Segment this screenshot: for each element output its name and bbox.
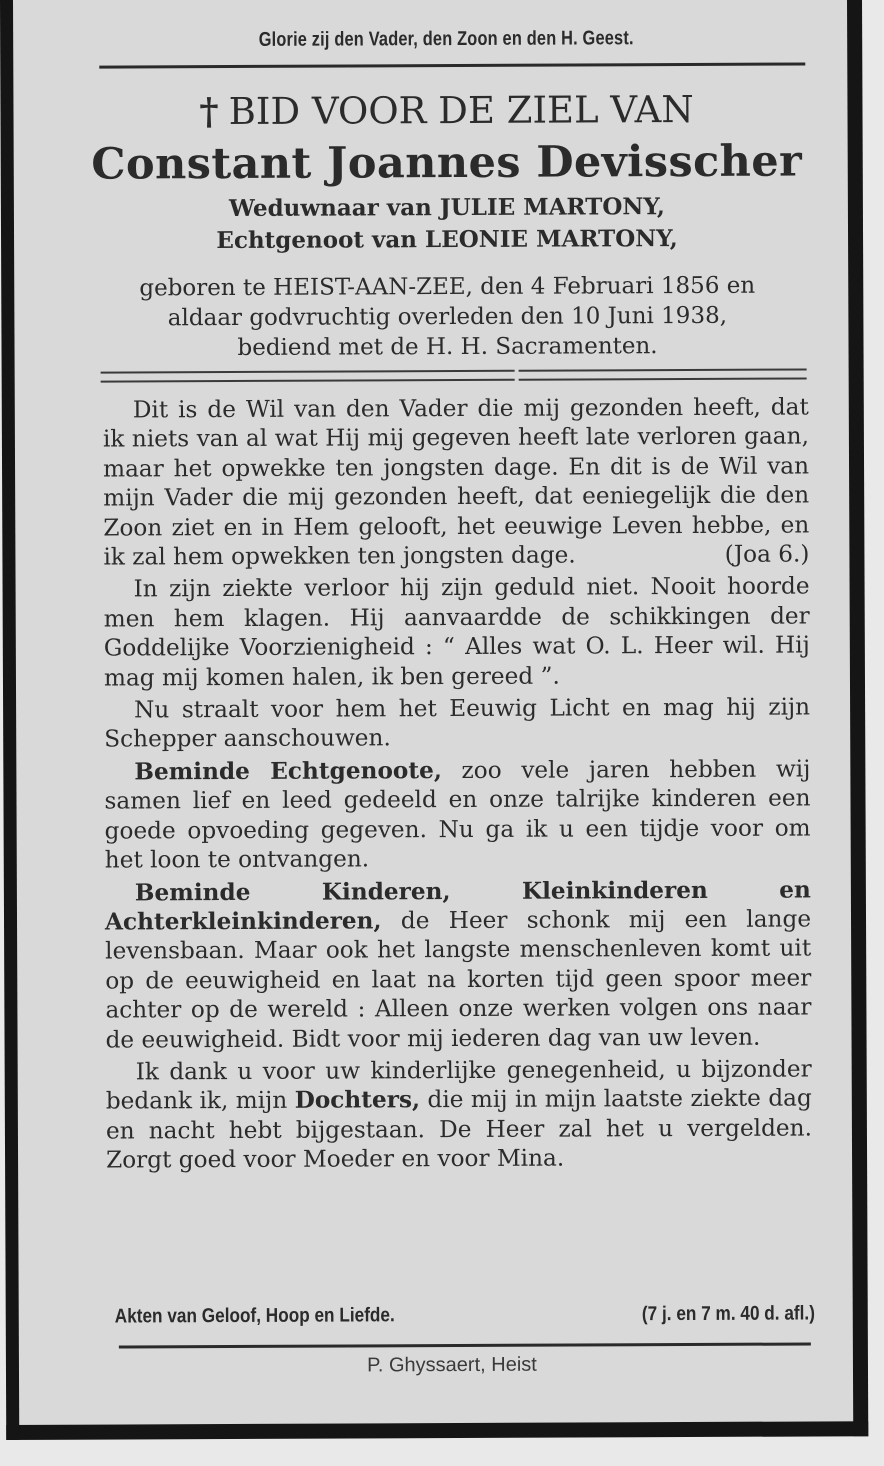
rule-segment bbox=[519, 368, 807, 371]
footer-rule bbox=[119, 1342, 811, 1348]
paragraph-text: de Heer schonk mij een lange levensbaan. Maar ook het langste menschenleven komt uit op de eeuwigheid en laat na korten tijd geen spoor meer achter op de wereld : Alleen onze werken volgen ons naar de eeuwigheid. Bidt voor mij iederen dag van uw leven. bbox=[105, 905, 812, 1054]
paragraph bbox=[104, 693, 810, 755]
citation: (Joa 6.) bbox=[724, 540, 810, 568]
paragraph-text: Nu straalt voor hem het Eeuwig Licht en mag hij zijn Schepper aanschouwen. bbox=[104, 693, 811, 754]
birth-death-info bbox=[86, 270, 808, 363]
info-line: bediend met de H. H. Sacramenten. bbox=[237, 333, 658, 361]
card-footer bbox=[114, 1302, 815, 1328]
paragraph-text: In zijn ziekte verloor hij zijn geduld niet. Nooit hoorde men hem klagen. Hij aanvaardde de schikkingen der Goddelijke Voorzienigheid : “ Alles wat O. L. Heer wil. Hij mag mij komen halen, ik ben gereed ”. bbox=[103, 572, 810, 692]
scripture-paragraph bbox=[103, 392, 810, 572]
header-rule bbox=[99, 62, 805, 68]
rule-segment bbox=[101, 370, 515, 374]
info-line: aldaar godvruchtig overleden den 10 Juni 1938, bbox=[167, 302, 728, 332]
prayer-heading bbox=[85, 86, 807, 133]
relation-widower: Weduwnaar van JULIE MARTONY, bbox=[228, 193, 665, 223]
card-header: Glorie zij den Vader, den Zoon en den H. Geest. bbox=[258, 27, 634, 51]
printer-name: P. Ghyssaert, Heist bbox=[367, 1353, 537, 1377]
double-rule bbox=[101, 368, 807, 371]
paragraph-text: Dit is de Wil van den Vader die mij gezonden heeft, dat ik niets van al wat Hij mij gegeven heeft late verloren gaan, maar het opwekke ten jongsten dage. En dit is de Wil van mijn Vader die mij gezonden heeft, dat eeniegelijk die den Zoon ziet en in Hem gelooft, het eeuwige Leven hebbe, en ik zal hem opwekken ten jongsten dage. bbox=[102, 393, 810, 571]
relation-spouse: Echtgenoot van LEONIE MARTONY, bbox=[216, 225, 678, 255]
paragraph-text: die mij in mijn laatste ziekte dag en nacht hebt bijgestaan. De Heer zal het u vergelden. Zorgt goed voor Moeder en voor Mina. bbox=[105, 1084, 812, 1174]
paragraph bbox=[105, 875, 812, 1055]
card-body bbox=[103, 392, 812, 1178]
rule-segment bbox=[101, 379, 515, 383]
paragraph-emphasis: Dochters, bbox=[294, 1086, 421, 1115]
bid-line: BID VOOR DE ZIEL VAN bbox=[228, 87, 694, 134]
paragraph bbox=[106, 1054, 813, 1175]
paragraph-emphasis: Beminde Kinderen, Kleinkinderen en Achterkleinkinderen, bbox=[104, 875, 811, 936]
paragraph-text: zoo vele jaren hebben wij samen lief en leed gedeeld en onze talrijke kinderen een goede opvoeding gegeven. Nu ga ik u een tijdje voor om het loon te ontvangen. bbox=[104, 755, 811, 874]
paragraph bbox=[104, 572, 811, 693]
paragraph bbox=[104, 754, 811, 875]
paragraph-text: Ik dank u voor uw kinderlijke genegenheid, u bijzonder bedank ik, mijn bbox=[105, 1055, 812, 1115]
paragraph-emphasis: Beminde Echtgenoote, bbox=[134, 756, 442, 786]
footer-indulgence: (7 j. en 7 m. 40 d. afl.) bbox=[641, 1302, 815, 1326]
rule-segment bbox=[519, 377, 807, 380]
footer-acts: Akten van Geloof, Hoop en Liefde. bbox=[114, 1304, 395, 1328]
info-line: geboren te HEIST-AAN-ZEE, den 4 Februari 1856 en bbox=[139, 272, 756, 302]
cross-icon: † bbox=[199, 89, 219, 134]
deceased-name: Constant Joannes Devisscher bbox=[91, 136, 803, 190]
